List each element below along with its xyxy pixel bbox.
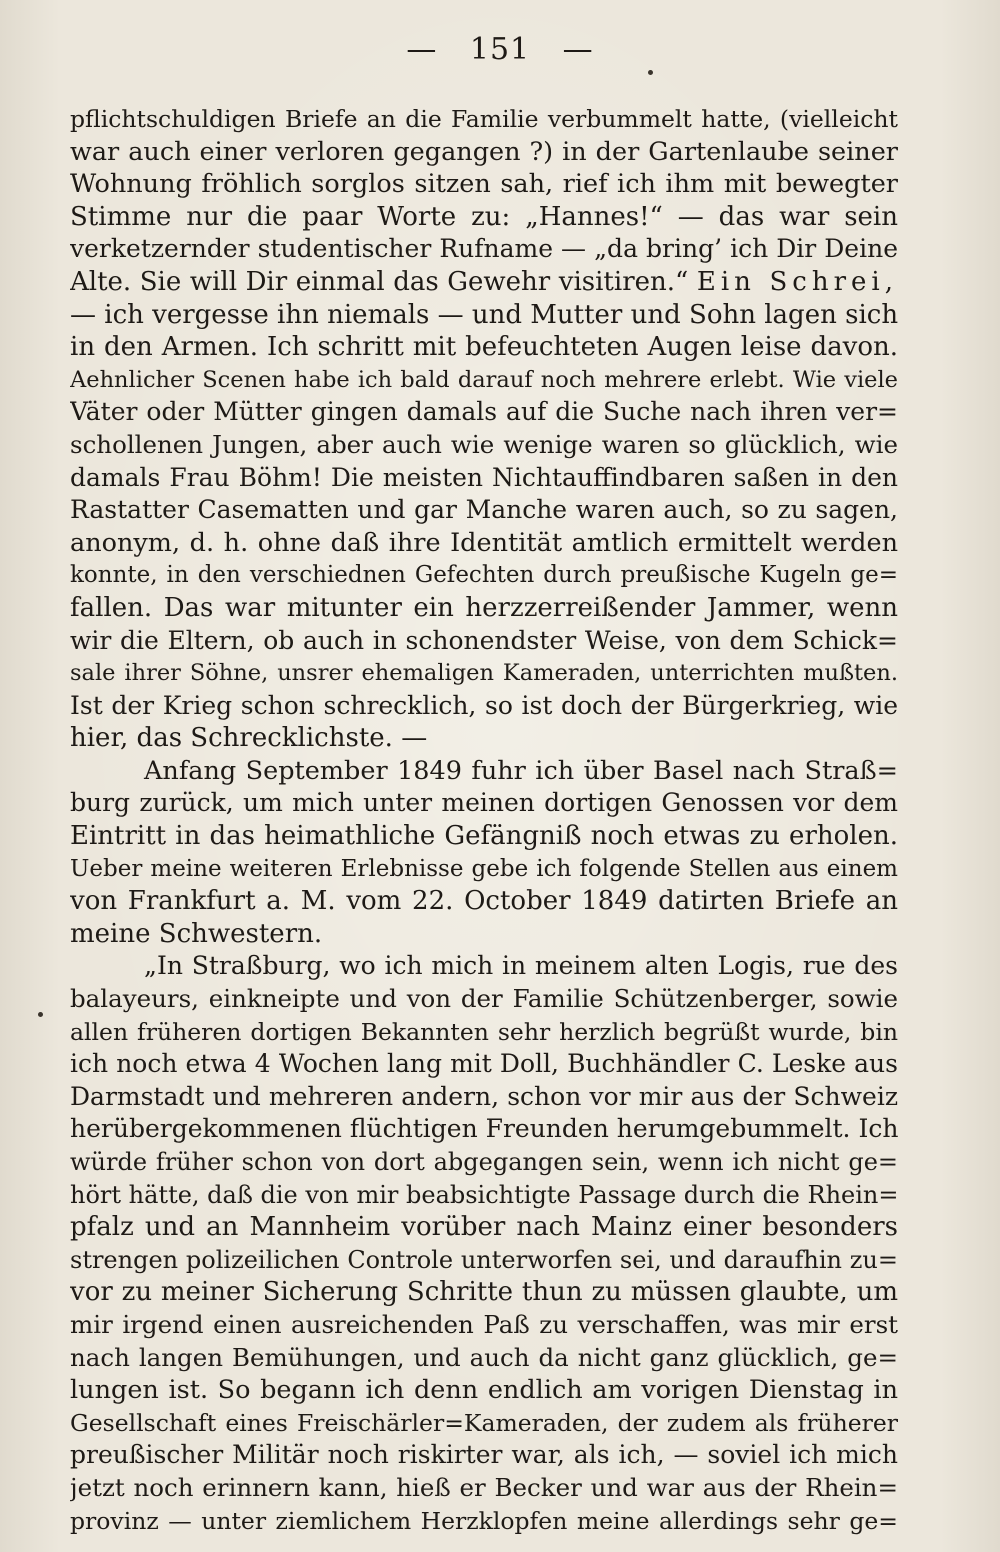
text-line: wir die Eltern, ob auch in schonendster Weise, von dem Schick=: [70, 625, 898, 655]
page-header: [0, 30, 1000, 70]
text-line: provinz — unter ziemlichem Herzklopfen meine allerdings sehr ge=: [70, 1506, 898, 1535]
text-line: Ist der Krieg schon schrecklich, so ist doch der Bürgerkrieg, wie: [70, 690, 898, 720]
page-number: 151: [469, 32, 531, 67]
header-dash-left: —: [406, 32, 438, 67]
text-line: pfalz und an Mannheim vorüber nach Mainz einer besonders: [70, 1212, 898, 1243]
text-line-with-emphasis: [70, 266, 898, 299]
text-line: fallen. Das war mitunter ein herzzerreißender Jammer, wenn: [70, 592, 898, 623]
text-line: — ich vergesse ihn niemals — und Mutter und Sohn lagen sich: [70, 299, 898, 330]
text-line: in den Armen. Ich schritt mit befeuchteten Augen leise davon.: [70, 332, 898, 363]
text-line: von Frankfurt a. M. vom 22. October 1849 datirten Briefe an: [70, 886, 898, 917]
spaced-emphasis: Ein Schrei,: [696, 266, 898, 297]
text-line: pflichtschuldigen Briefe an die Familie verbummelt hatte, (vielleicht: [70, 105, 898, 133]
text-line: Darmstadt und mehreren andern, schon vor mir aus der Schweiz: [70, 1081, 898, 1111]
text-line: konnte, in den verschiednen Gefechten durch preußische Kugeln ge=: [70, 562, 898, 589]
text-line: anonym, d. h. ohne daß ihre Identität amtlich ermittelt werden: [70, 527, 898, 558]
text-line: Eintritt in das heimathliche Gefängniß noch etwas zu erholen.: [70, 821, 898, 852]
text-line: schollenen Jungen, aber auch wie wenige waren so glücklich, wie: [70, 429, 898, 459]
header-dash-right: —: [562, 32, 594, 67]
text-line: Anfang September 1849 fuhr ich über Basel nach Straß=: [144, 755, 898, 786]
text-line: allen früheren dortigen Bekannten sehr herzlich begrüßt wurde, bin: [70, 1017, 898, 1046]
text-line: hört hätte, daß die von mir beabsichtigte Passage durch die Rhein=: [70, 1180, 898, 1209]
text-line: hier, das Schrecklichste. —: [70, 723, 428, 754]
text-line: war auch einer verloren gegangen ?) in der Gartenlaube seiner: [70, 136, 898, 167]
text-line: burg zurück, um mich unter meinen dortigen Genossen vor dem: [70, 788, 898, 818]
print-speck: [38, 1012, 43, 1017]
text-line: herübergekommenen flüchtigen Freunden herumgebummelt. Ich: [70, 1114, 898, 1144]
text-line: nach langen Bemühungen, und auch da nicht ganz glücklich, ge=: [70, 1342, 898, 1372]
text-line: Stimme nur die paar Worte zu: „Hannes!“ — das war sein: [70, 201, 898, 232]
text-line: Aehnlicher Scenen habe ich bald darauf noch mehrere erlebt. Wie viele: [70, 366, 898, 393]
text-line-part: Alte. Sie will Dir einmal das Gewehr visitiren.“: [70, 266, 689, 297]
text-line: verketzernder studentischer Rufname — „da bring’ ich Dir Deine: [70, 234, 898, 264]
text-line: Wohnung fröhlich sorglos sitzen sah, rief ich ihm mit bewegter: [70, 169, 898, 200]
body-text: [70, 103, 898, 1537]
text-line: strengen polizeilichen Controle unterworfen sei, und daraufhin zu=: [70, 1245, 898, 1274]
text-line: balayeurs, einkneipte und von der Familie Schützenberger, sowie: [70, 984, 898, 1014]
text-line: Gesellschaft eines Freischärler=Kameraden, der zudem als früherer: [70, 1408, 898, 1437]
text-line: Ueber meine weiteren Erlebnisse gebe ich folgende Stellen aus einem: [70, 855, 898, 882]
text-line: sale ihrer Söhne, unsrer ehemaligen Kameraden, unterrichten mußten.: [70, 660, 898, 687]
text-line: damals Frau Böhm! Die meisten Nichtauffindbaren saßen in den: [70, 462, 898, 492]
text-line: mir irgend einen ausreichenden Paß zu verschaffen, was mir erst: [70, 1309, 898, 1339]
text-line: „In Straßburg, wo ich mich in meinem alten Logis, rue des: [144, 951, 898, 981]
text-line: preußischer Militär noch riskirter war, als ich, — soviel ich mich: [70, 1440, 898, 1470]
text-line: ich noch etwa 4 Wochen lang mit Doll, Buchhändler C. Leske aus: [70, 1049, 898, 1079]
text-line: vor zu meiner Sicherung Schritte thun zu müssen glaubte, um: [70, 1277, 898, 1308]
text-line: lungen ist. So begann ich denn endlich am vorigen Dienstag in: [70, 1375, 898, 1406]
text-line: Rastatter Casematten und gar Manche waren auch, so zu sagen,: [70, 495, 898, 525]
text-line: Väter oder Mütter gingen damals auf die Suche nach ihren ver=: [70, 397, 898, 427]
print-speck: [648, 70, 653, 75]
text-line: würde früher schon von dort abgegangen sein, wenn ich nicht ge=: [70, 1148, 898, 1176]
text-line: jetzt noch erinnern kann, hieß er Becker und war aus der Rhein=: [70, 1472, 898, 1502]
text-line: meine Schwestern.: [70, 918, 323, 949]
